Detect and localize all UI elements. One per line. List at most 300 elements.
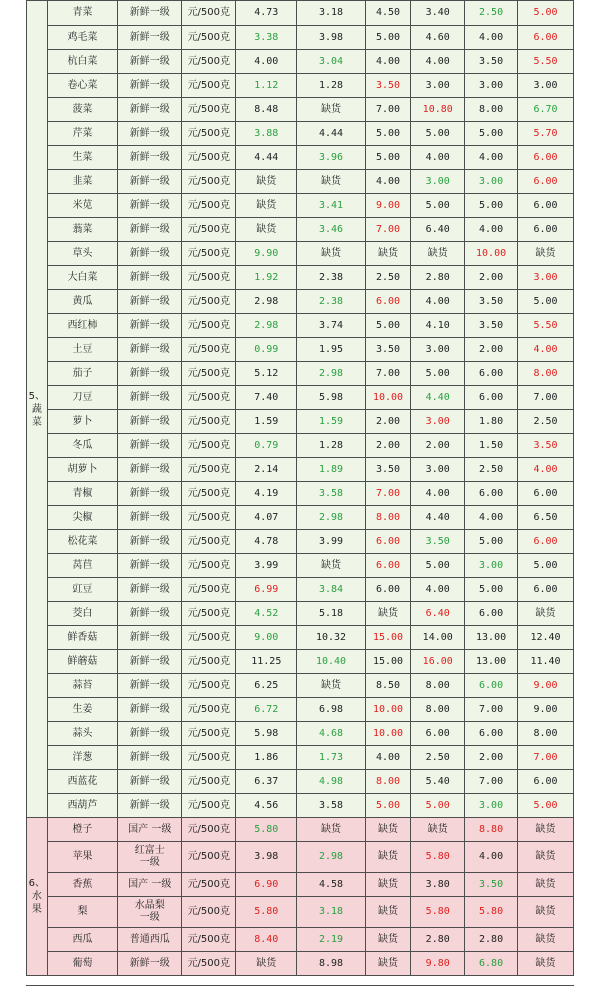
price-cell: 2.80 [411, 266, 465, 290]
item-name-cell: 西瓜 [47, 928, 117, 952]
price-cell: 5.00 [365, 146, 411, 170]
price-cell: 5.80 [236, 897, 297, 928]
price-cell: 7.00 [365, 218, 411, 242]
item-grade-cell: 国产 一级 [118, 873, 182, 897]
item-grade-cell: 新鲜一级 [118, 242, 182, 266]
price-cell: 3.00 [517, 74, 573, 98]
item-grade-cell: 新鲜一级 [118, 698, 182, 722]
price-cell: 8.00 [365, 506, 411, 530]
price-cell: 1.89 [297, 458, 365, 482]
price-cell: 4.98 [297, 770, 365, 794]
price-cell: 3.38 [236, 26, 297, 50]
price-cell: 7.00 [365, 362, 411, 386]
item-grade-cell: 新鲜一级 [118, 554, 182, 578]
price-cell: 3.46 [297, 218, 365, 242]
price-cell: 4.44 [236, 146, 297, 170]
price-cell: 6.00 [465, 722, 518, 746]
price-cell: 2.00 [411, 434, 465, 458]
item-unit-cell: 元/500克 [182, 146, 236, 170]
price-cell: 5.00 [411, 194, 465, 218]
item-name-cell: 橙子 [47, 818, 117, 842]
table-row [27, 746, 574, 770]
price-cell: 6.90 [236, 873, 297, 897]
table-row [27, 674, 574, 698]
price-cell: 3.99 [236, 554, 297, 578]
price-cell: 10.00 [465, 242, 518, 266]
item-grade-cell: 新鲜一级 [118, 578, 182, 602]
price-cell: 6.00 [365, 530, 411, 554]
price-cell: 10.00 [365, 722, 411, 746]
table-row [27, 242, 574, 266]
item-name-cell: 胡萝卜 [47, 458, 117, 482]
item-unit-cell: 元/500克 [182, 338, 236, 362]
price-cell: 8.80 [465, 818, 518, 842]
table-row [27, 626, 574, 650]
item-grade-cell: 红富士 一级 [118, 842, 182, 873]
price-cell: 3.41 [297, 194, 365, 218]
table-row [27, 74, 574, 98]
table-row [27, 506, 574, 530]
item-grade-cell: 新鲜一级 [118, 362, 182, 386]
item-grade-cell: 新鲜一级 [118, 506, 182, 530]
price-cell: 2.00 [365, 434, 411, 458]
price-cell: 6.00 [517, 146, 573, 170]
price-cell: 6.00 [365, 578, 411, 602]
price-cell: 3.50 [465, 290, 518, 314]
table-row [27, 194, 574, 218]
table-row [27, 770, 574, 794]
table-row [27, 50, 574, 74]
price-cell: 4.00 [365, 746, 411, 770]
price-cell: 10.00 [365, 386, 411, 410]
table-row [27, 314, 574, 338]
item-grade-cell: 新鲜一级 [118, 602, 182, 626]
price-table-container [26, 0, 574, 976]
price-cell: 3.00 [465, 74, 518, 98]
item-unit-cell: 元/500克 [182, 434, 236, 458]
price-cell: 5.80 [465, 897, 518, 928]
item-grade-cell: 新鲜一级 [118, 98, 182, 122]
item-grade-cell: 新鲜一级 [118, 530, 182, 554]
table-row [27, 410, 574, 434]
item-name-cell: 黄瓜 [47, 290, 117, 314]
price-cell: 3.84 [297, 578, 365, 602]
price-cell: 4.44 [297, 122, 365, 146]
table-row [27, 554, 574, 578]
item-unit-cell: 元/500克 [182, 818, 236, 842]
price-cell: 1.50 [465, 434, 518, 458]
item-name-cell: 尖椒 [47, 506, 117, 530]
category-cell: 5、 蔬 菜 [27, 1, 48, 818]
price-cell: 5.00 [365, 26, 411, 50]
price-cell: 5.12 [236, 362, 297, 386]
price-cell: 4.60 [411, 26, 465, 50]
price-cell: 6.98 [297, 698, 365, 722]
price-cell: 5.00 [411, 122, 465, 146]
table-row [27, 266, 574, 290]
price-cell: 0.99 [236, 338, 297, 362]
item-unit-cell: 元/500克 [182, 362, 236, 386]
price-cell: 4.56 [236, 794, 297, 818]
item-grade-cell: 新鲜一级 [118, 146, 182, 170]
item-name-cell: 芹菜 [47, 122, 117, 146]
price-cell: 2.50 [517, 410, 573, 434]
price-cell: 6.00 [517, 770, 573, 794]
price-cell: 5.00 [365, 794, 411, 818]
price-cell: 9.00 [517, 674, 573, 698]
item-unit-cell: 元/500克 [182, 698, 236, 722]
price-cell: 缺货 [365, 952, 411, 976]
item-grade-cell: 普通西瓜 [118, 928, 182, 952]
price-cell: 2.80 [411, 928, 465, 952]
price-cell: 13.00 [465, 650, 518, 674]
price-cell: 缺货 [517, 242, 573, 266]
price-cell: 3.98 [236, 842, 297, 873]
price-cell: 3.50 [365, 74, 411, 98]
price-cell: 5.00 [465, 122, 518, 146]
price-cell: 5.00 [465, 530, 518, 554]
price-cell: 缺货 [517, 842, 573, 873]
price-cell: 5.00 [465, 578, 518, 602]
item-unit-cell: 元/500克 [182, 74, 236, 98]
item-unit-cell: 元/500克 [182, 122, 236, 146]
price-cell: 2.50 [465, 458, 518, 482]
price-cell: 6.80 [465, 952, 518, 976]
item-unit-cell: 元/500克 [182, 626, 236, 650]
price-cell: 缺货 [236, 218, 297, 242]
price-cell: 缺货 [365, 602, 411, 626]
price-cell: 5.00 [517, 290, 573, 314]
price-cell: 3.50 [465, 314, 518, 338]
price-cell: 10.32 [297, 626, 365, 650]
item-name-cell: 冬瓜 [47, 434, 117, 458]
price-cell: 6.50 [517, 506, 573, 530]
item-name-cell: 苹果 [47, 842, 117, 873]
price-cell: 3.50 [465, 50, 518, 74]
item-name-cell: 青椒 [47, 482, 117, 506]
item-grade-cell: 新鲜一级 [118, 74, 182, 98]
item-name-cell: 蓊菜 [47, 218, 117, 242]
price-cell: 2.98 [236, 314, 297, 338]
item-unit-cell: 元/500克 [182, 458, 236, 482]
price-cell: 5.50 [517, 314, 573, 338]
item-grade-cell: 新鲜一级 [118, 266, 182, 290]
price-cell: 3.00 [411, 410, 465, 434]
item-name-cell: 韭菜 [47, 170, 117, 194]
table-row [27, 650, 574, 674]
price-cell: 缺货 [517, 952, 573, 976]
price-cell: 5.00 [365, 314, 411, 338]
item-unit-cell: 元/500克 [182, 952, 236, 976]
table-row [27, 818, 574, 842]
item-grade-cell: 新鲜一级 [118, 218, 182, 242]
item-grade-cell: 新鲜一级 [118, 650, 182, 674]
price-cell: 4.00 [517, 338, 573, 362]
price-cell: 6.70 [517, 98, 573, 122]
item-name-cell: 梨 [47, 897, 117, 928]
price-cell: 6.99 [236, 578, 297, 602]
price-cell: 6.00 [465, 482, 518, 506]
price-cell: 3.50 [365, 458, 411, 482]
item-name-cell: 松花菜 [47, 530, 117, 554]
price-cell: 6.37 [236, 770, 297, 794]
price-cell: 缺货 [517, 928, 573, 952]
price-cell: 缺货 [365, 242, 411, 266]
price-cell: 8.40 [236, 928, 297, 952]
price-cell: 缺货 [297, 554, 365, 578]
price-cell: 15.00 [365, 626, 411, 650]
price-cell: 6.00 [365, 554, 411, 578]
table-row [27, 698, 574, 722]
table-row [27, 873, 574, 897]
price-cell: 4.00 [411, 482, 465, 506]
price-cell: 8.98 [297, 952, 365, 976]
table-row [27, 386, 574, 410]
item-unit-cell: 元/500克 [182, 1, 236, 26]
price-cell: 4.00 [365, 170, 411, 194]
table-row [27, 928, 574, 952]
price-cell: 4.52 [236, 602, 297, 626]
item-grade-cell: 新鲜一级 [118, 794, 182, 818]
price-cell: 2.50 [411, 746, 465, 770]
item-unit-cell: 元/500克 [182, 746, 236, 770]
item-grade-cell: 新鲜一级 [118, 386, 182, 410]
price-cell: 2.19 [297, 928, 365, 952]
price-cell: 3.00 [465, 170, 518, 194]
price-cell: 3.00 [411, 170, 465, 194]
price-cell: 2.00 [465, 338, 518, 362]
item-name-cell: 青菜 [47, 1, 117, 26]
item-grade-cell: 新鲜一级 [118, 458, 182, 482]
price-cell: 3.98 [297, 26, 365, 50]
item-grade-cell: 新鲜一级 [118, 626, 182, 650]
price-cell: 2.50 [465, 1, 518, 26]
price-table [26, 0, 574, 976]
price-cell: 4.50 [365, 1, 411, 26]
price-cell: 2.98 [236, 290, 297, 314]
price-cell: 4.40 [411, 386, 465, 410]
price-cell: 5.80 [236, 818, 297, 842]
price-cell: 2.98 [297, 362, 365, 386]
price-cell: 缺货 [365, 928, 411, 952]
price-cell: 6.00 [517, 170, 573, 194]
price-cell: 6.00 [517, 194, 573, 218]
price-cell: 6.00 [411, 722, 465, 746]
price-cell: 缺货 [236, 194, 297, 218]
table-row [27, 897, 574, 928]
price-cell: 6.72 [236, 698, 297, 722]
price-cell: 4.40 [411, 506, 465, 530]
item-name-cell: 香蕉 [47, 873, 117, 897]
price-cell: 4.73 [236, 1, 297, 26]
price-cell: 6.40 [411, 218, 465, 242]
price-cell: 6.25 [236, 674, 297, 698]
price-cell: 3.00 [465, 554, 518, 578]
price-cell: 7.40 [236, 386, 297, 410]
table-row [27, 146, 574, 170]
price-cell: 6.00 [517, 578, 573, 602]
price-cell: 6.40 [411, 602, 465, 626]
item-unit-cell: 元/500克 [182, 722, 236, 746]
item-unit-cell: 元/500克 [182, 674, 236, 698]
price-cell: 缺货 [297, 818, 365, 842]
item-unit-cell: 元/500克 [182, 794, 236, 818]
price-cell: 3.96 [297, 146, 365, 170]
price-cell: 3.50 [517, 434, 573, 458]
item-unit-cell: 元/500克 [182, 928, 236, 952]
price-cell: 3.58 [297, 794, 365, 818]
price-cell: 3.40 [411, 1, 465, 26]
item-name-cell: 杭白菜 [47, 50, 117, 74]
price-cell: 13.00 [465, 626, 518, 650]
item-name-cell: 米苋 [47, 194, 117, 218]
item-unit-cell: 元/500克 [182, 98, 236, 122]
price-cell: 4.00 [236, 50, 297, 74]
price-cell: 15.00 [365, 650, 411, 674]
price-cell: 缺货 [236, 952, 297, 976]
price-cell: 6.00 [465, 674, 518, 698]
item-grade-cell: 新鲜一级 [118, 170, 182, 194]
price-cell: 5.40 [411, 770, 465, 794]
price-cell: 10.40 [297, 650, 365, 674]
price-cell: 9.00 [236, 626, 297, 650]
item-unit-cell: 元/500克 [182, 554, 236, 578]
item-grade-cell: 新鲜一级 [118, 314, 182, 338]
price-cell: 5.80 [411, 842, 465, 873]
price-cell: 3.99 [297, 530, 365, 554]
price-cell: 2.98 [297, 842, 365, 873]
price-cell: 4.00 [365, 50, 411, 74]
price-cell: 1.28 [297, 74, 365, 98]
item-unit-cell: 元/500克 [182, 170, 236, 194]
price-cell: 3.74 [297, 314, 365, 338]
item-unit-cell: 元/500克 [182, 410, 236, 434]
item-grade-cell: 新鲜一级 [118, 122, 182, 146]
item-unit-cell: 元/500克 [182, 314, 236, 338]
price-cell: 9.90 [236, 242, 297, 266]
item-name-cell: 葡萄 [47, 952, 117, 976]
item-name-cell: 蒜苔 [47, 674, 117, 698]
price-cell: 7.00 [465, 770, 518, 794]
table-row [27, 170, 574, 194]
price-cell: 4.00 [465, 842, 518, 873]
price-cell: 7.00 [517, 386, 573, 410]
price-cell: 3.04 [297, 50, 365, 74]
price-cell: 1.12 [236, 74, 297, 98]
price-cell: 6.00 [465, 362, 518, 386]
price-cell: 1.59 [236, 410, 297, 434]
price-cell: 缺货 [365, 842, 411, 873]
price-cell: 1.86 [236, 746, 297, 770]
item-unit-cell: 元/500克 [182, 530, 236, 554]
price-cell: 缺货 [297, 242, 365, 266]
price-cell: 4.68 [297, 722, 365, 746]
item-grade-cell: 新鲜一级 [118, 770, 182, 794]
price-cell: 3.88 [236, 122, 297, 146]
price-cell: 2.50 [365, 266, 411, 290]
price-cell: 缺货 [365, 897, 411, 928]
item-name-cell: 萝卜 [47, 410, 117, 434]
item-unit-cell: 元/500克 [182, 506, 236, 530]
item-unit-cell: 元/500克 [182, 482, 236, 506]
price-cell: 12.40 [517, 626, 573, 650]
table-row [27, 290, 574, 314]
price-cell: 7.00 [465, 698, 518, 722]
table-row [27, 218, 574, 242]
price-cell: 8.00 [365, 770, 411, 794]
item-grade-cell: 新鲜一级 [118, 194, 182, 218]
price-cell: 7.00 [517, 746, 573, 770]
item-grade-cell: 新鲜一级 [118, 290, 182, 314]
item-name-cell: 洋葱 [47, 746, 117, 770]
price-cell: 8.00 [517, 722, 573, 746]
price-cell: 2.14 [236, 458, 297, 482]
item-grade-cell: 新鲜一级 [118, 746, 182, 770]
item-unit-cell: 元/500克 [182, 650, 236, 674]
item-unit-cell: 元/500克 [182, 218, 236, 242]
item-name-cell: 西葫芦 [47, 794, 117, 818]
price-cell: 2.80 [465, 928, 518, 952]
item-name-cell: 刀豆 [47, 386, 117, 410]
table-row [27, 122, 574, 146]
price-cell: 4.00 [517, 458, 573, 482]
item-name-cell: 西红柿 [47, 314, 117, 338]
item-grade-cell: 新鲜一级 [118, 50, 182, 74]
price-cell: 5.18 [297, 602, 365, 626]
item-name-cell: 鲜香菇 [47, 626, 117, 650]
item-unit-cell: 元/500克 [182, 290, 236, 314]
price-cell: 5.00 [517, 554, 573, 578]
price-cell: 缺货 [517, 602, 573, 626]
item-unit-cell: 元/500克 [182, 873, 236, 897]
price-cell: 5.70 [517, 122, 573, 146]
price-cell: 3.50 [365, 338, 411, 362]
price-cell: 9.00 [517, 698, 573, 722]
item-name-cell: 菠菜 [47, 98, 117, 122]
price-cell: 缺货 [297, 98, 365, 122]
price-cell: 5.00 [465, 194, 518, 218]
item-unit-cell: 元/500克 [182, 194, 236, 218]
price-cell: 6.00 [465, 602, 518, 626]
price-cell: 3.50 [411, 530, 465, 554]
price-cell: 8.48 [236, 98, 297, 122]
item-name-cell: 西蓝花 [47, 770, 117, 794]
table-row [27, 458, 574, 482]
item-grade-cell: 新鲜一级 [118, 410, 182, 434]
price-cell: 缺货 [517, 818, 573, 842]
item-name-cell: 茭白 [47, 602, 117, 626]
price-cell: 3.00 [411, 338, 465, 362]
price-cell: 2.38 [297, 266, 365, 290]
item-name-cell: 鲜蘑菇 [47, 650, 117, 674]
price-cell: 4.00 [411, 578, 465, 602]
price-cell: 3.80 [411, 873, 465, 897]
table-row [27, 362, 574, 386]
item-unit-cell: 元/500克 [182, 266, 236, 290]
item-unit-cell: 元/500克 [182, 50, 236, 74]
item-grade-cell: 国产 一级 [118, 818, 182, 842]
item-name-cell: 豇豆 [47, 578, 117, 602]
price-cell: 3.00 [411, 458, 465, 482]
price-cell: 4.58 [297, 873, 365, 897]
item-unit-cell: 元/500克 [182, 386, 236, 410]
table-row [27, 434, 574, 458]
price-cell: 3.50 [465, 873, 518, 897]
price-cell: 11.25 [236, 650, 297, 674]
price-cell: 1.95 [297, 338, 365, 362]
price-cell: 0.79 [236, 434, 297, 458]
table-row [27, 722, 574, 746]
